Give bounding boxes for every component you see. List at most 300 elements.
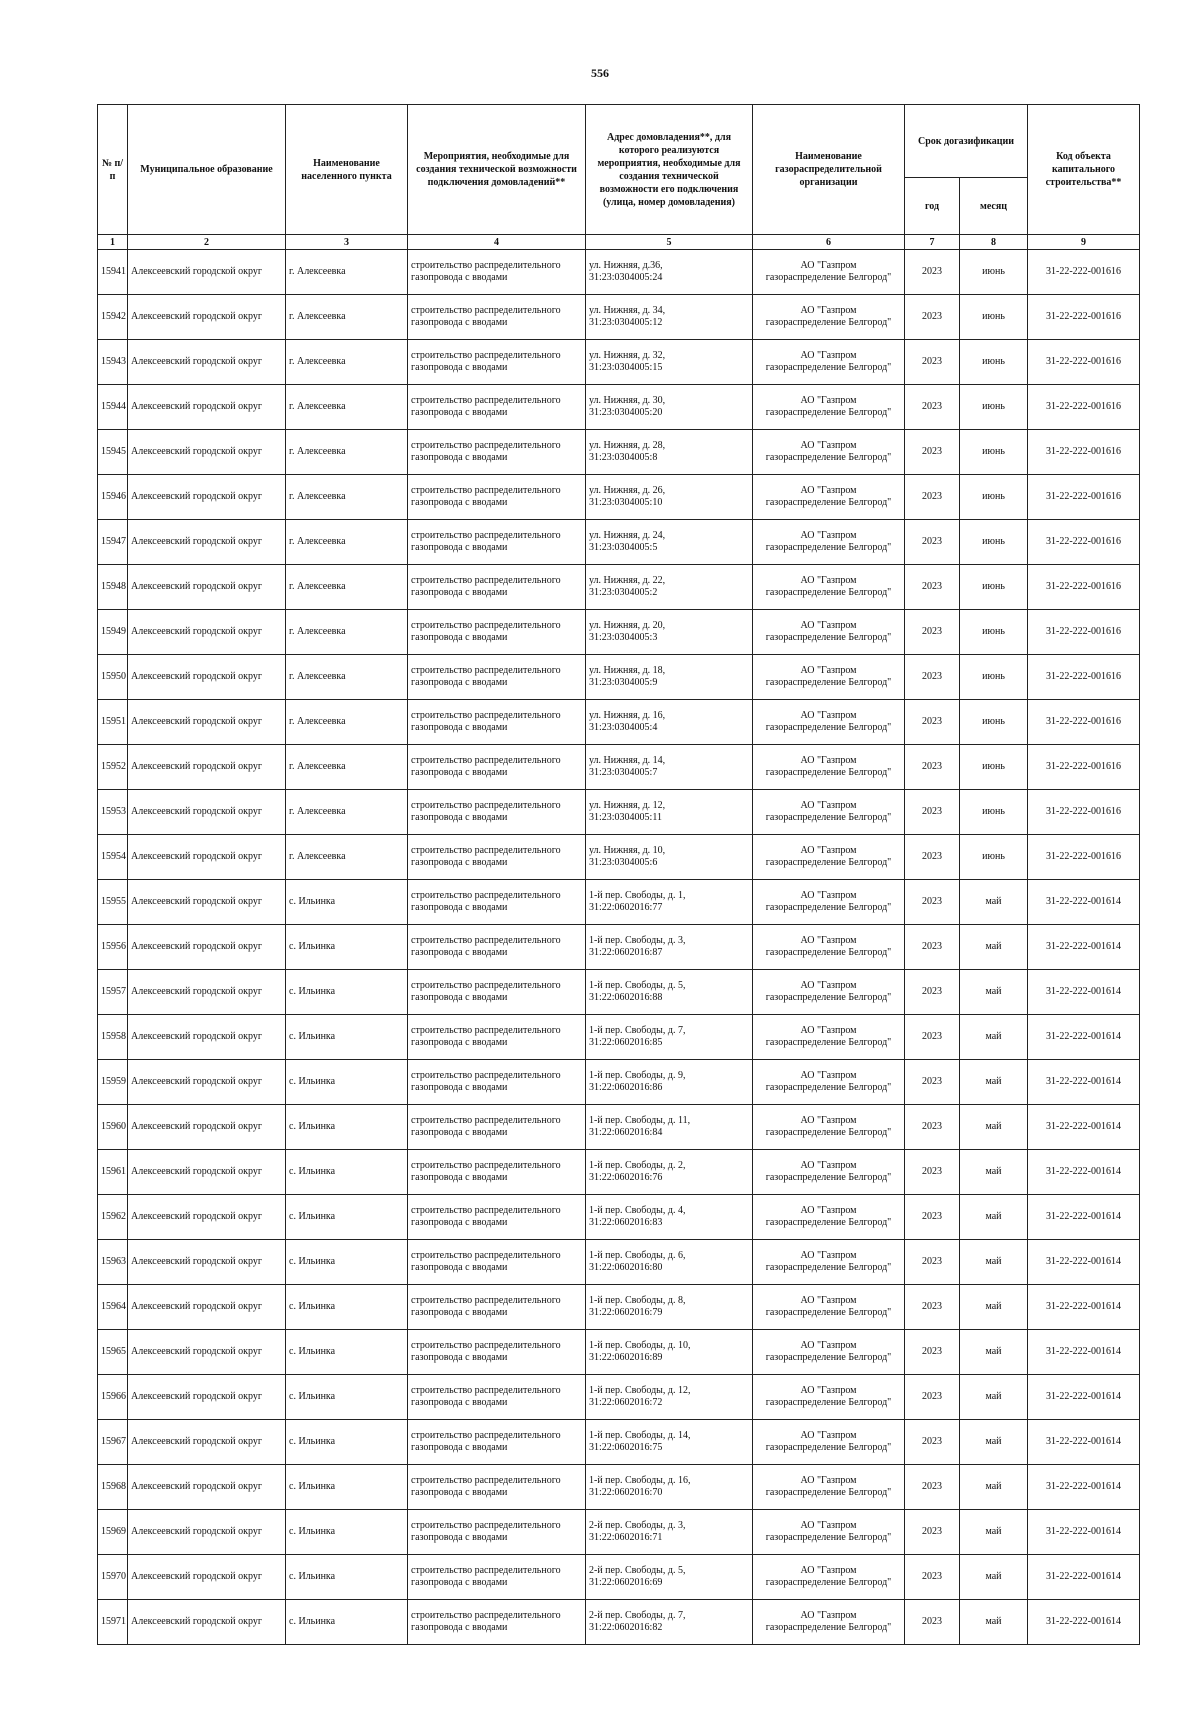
address-cell: [586, 835, 753, 880]
org-cell-line-1: АО "Газпром: [800, 1340, 857, 1351]
table-row: [98, 1330, 1140, 1375]
activity-cell: строительство распределительного газопровода с вводами: [408, 1600, 586, 1645]
org-cell: [753, 880, 905, 925]
address-cell-line-1: ул. Нижняя, д. 32,: [589, 350, 666, 361]
address-cell-line-2: 31:23:0304005:4: [589, 722, 658, 733]
column-number: 5: [586, 235, 753, 250]
activity-cell: строительство распределительного газопровода с вводами: [408, 430, 586, 475]
address-cell-line-2: 31:23:0304005:11: [589, 812, 662, 823]
column-number: 4: [408, 235, 586, 250]
address-cell: [586, 1285, 753, 1330]
activity-cell: строительство распределительного газопровода с вводами: [408, 1105, 586, 1150]
address-cell-line-1: ул. Нижняя, д. 16,: [589, 710, 666, 721]
month-cell: июнь: [960, 745, 1028, 790]
year-cell: 2023: [905, 1105, 960, 1150]
locality-cell: г. Алексеевка: [286, 655, 408, 700]
row-number: 15960: [98, 1105, 128, 1150]
address-cell-line-2: 31:22:0602016:69: [589, 1577, 663, 1588]
address-cell-line-1: 1-й пер. Свободы, д. 8,: [589, 1295, 686, 1306]
address-cell-line-1: 2-й пер. Свободы, д. 3,: [589, 1520, 686, 1531]
address-cell-line-1: 1-й пер. Свободы, д. 5,: [589, 980, 686, 991]
address-cell-line-2: 31:22:0602016:80: [589, 1262, 663, 1273]
row-number: 15965: [98, 1330, 128, 1375]
locality-cell: с. Ильинка: [286, 1510, 408, 1555]
column-number: 1: [98, 235, 128, 250]
row-number: 15968: [98, 1465, 128, 1510]
row-number: 15952: [98, 745, 128, 790]
org-cell-line-2: газораспределение Белгород": [765, 992, 892, 1003]
table-row: [98, 1105, 1140, 1150]
org-cell-line-2: газораспределение Белгород": [765, 677, 892, 688]
table-row: [98, 1015, 1140, 1060]
table-row: [98, 1375, 1140, 1420]
org-cell-line-2: газораспределение Белгород": [765, 632, 892, 643]
org-cell: [753, 430, 905, 475]
org-cell: [753, 1105, 905, 1150]
org-cell: [753, 1150, 905, 1195]
org-cell-line-1: АО "Газпром: [800, 350, 857, 361]
municipality-cell: Алексеевский городской округ: [128, 565, 286, 610]
org-cell: [753, 1420, 905, 1465]
table-row: [98, 1465, 1140, 1510]
org-cell-line-2: газораспределение Белгород": [765, 1622, 892, 1633]
address-cell: [586, 475, 753, 520]
activity-cell: строительство распределительного газопровода с вводами: [408, 1555, 586, 1600]
month-cell: май: [960, 925, 1028, 970]
address-cell: [586, 655, 753, 700]
org-cell-line-1: АО "Газпром: [800, 1475, 857, 1486]
header-municipality: Муниципальное образование: [128, 105, 286, 235]
month-cell: май: [960, 1285, 1028, 1330]
year-cell: 2023: [905, 970, 960, 1015]
activity-cell: строительство распределительного газопровода с вводами: [408, 1330, 586, 1375]
address-cell: [586, 295, 753, 340]
column-number: 7: [905, 235, 960, 250]
table-row: [98, 745, 1140, 790]
org-cell-line-2: газораспределение Белгород": [765, 857, 892, 868]
org-cell-line-1: АО "Газпром: [800, 665, 857, 676]
table-row: [98, 340, 1140, 385]
address-cell: [586, 1555, 753, 1600]
code-cell: 31-22-222-001616: [1028, 565, 1140, 610]
address-cell: [586, 745, 753, 790]
month-cell: май: [960, 1015, 1028, 1060]
month-cell: май: [960, 880, 1028, 925]
row-number: 15948: [98, 565, 128, 610]
org-cell: [753, 385, 905, 430]
address-cell-line-2: 31:22:0602016:71: [589, 1532, 663, 1543]
address-cell: [586, 880, 753, 925]
address-cell-line-1: 1-й пер. Свободы, д. 11,: [589, 1115, 691, 1126]
activity-cell: строительство распределительного газопровода с вводами: [408, 340, 586, 385]
municipality-cell: Алексеевский городской округ: [128, 430, 286, 475]
org-cell-line-1: АО "Газпром: [800, 755, 857, 766]
year-cell: 2023: [905, 745, 960, 790]
org-cell: [753, 295, 905, 340]
table-row: [98, 295, 1140, 340]
table-row: [98, 250, 1140, 295]
row-number: 15961: [98, 1150, 128, 1195]
code-cell: 31-22-222-001616: [1028, 655, 1140, 700]
year-cell: 2023: [905, 1240, 960, 1285]
code-cell: 31-22-222-001616: [1028, 790, 1140, 835]
address-cell: [586, 610, 753, 655]
month-cell: май: [960, 1375, 1028, 1420]
org-cell-line-1: АО "Газпром: [800, 620, 857, 631]
address-cell-line-1: 1-й пер. Свободы, д. 6,: [589, 1250, 686, 1261]
org-cell: [753, 565, 905, 610]
table-row: [98, 430, 1140, 475]
month-cell: июнь: [960, 520, 1028, 565]
year-cell: 2023: [905, 1420, 960, 1465]
month-cell: май: [960, 1240, 1028, 1285]
address-cell-line-1: ул. Нижняя, д. 14,: [589, 755, 666, 766]
code-cell: 31-22-222-001614: [1028, 1465, 1140, 1510]
org-cell-line-1: АО "Газпром: [800, 260, 857, 271]
locality-cell: с. Ильинка: [286, 1465, 408, 1510]
month-cell: май: [960, 1555, 1028, 1600]
code-cell: 31-22-222-001614: [1028, 880, 1140, 925]
year-cell: 2023: [905, 655, 960, 700]
address-cell: [586, 1330, 753, 1375]
org-cell: [753, 610, 905, 655]
header-code: Код объекта капитального строительства**: [1028, 105, 1140, 235]
org-cell-line-2: газораспределение Белгород": [765, 1352, 892, 1363]
year-cell: 2023: [905, 565, 960, 610]
org-cell-line-2: газораспределение Белгород": [765, 1262, 892, 1273]
locality-cell: с. Ильинка: [286, 1150, 408, 1195]
table-row: [98, 565, 1140, 610]
header-locality: Наименование населенного пункта: [286, 105, 408, 235]
row-number: 15958: [98, 1015, 128, 1060]
header-term: Срок догазификации: [905, 105, 1028, 178]
address-cell-line-2: 31:23:0304005:6: [589, 857, 658, 868]
code-cell: 31-22-222-001614: [1028, 925, 1140, 970]
table-row: [98, 1555, 1140, 1600]
org-cell-line-2: газораспределение Белгород": [765, 947, 892, 958]
address-cell-line-2: 31:22:0602016:87: [589, 947, 663, 958]
code-cell: 31-22-222-001614: [1028, 1330, 1140, 1375]
address-cell: [586, 1105, 753, 1150]
locality-cell: с. Ильинка: [286, 1105, 408, 1150]
month-cell: июнь: [960, 610, 1028, 655]
code-cell: 31-22-222-001614: [1028, 1015, 1140, 1060]
row-number: 15942: [98, 295, 128, 340]
org-cell-line-1: АО "Газпром: [800, 1565, 857, 1576]
org-cell-line-2: газораспределение Белгород": [765, 407, 892, 418]
code-cell: 31-22-222-001614: [1028, 1060, 1140, 1105]
org-cell-line-2: газораспределение Белгород": [765, 722, 892, 733]
org-cell: [753, 520, 905, 565]
org-cell-line-1: АО "Газпром: [800, 1115, 857, 1126]
org-cell: [753, 835, 905, 880]
org-cell-line-2: газораспределение Белгород": [765, 272, 892, 283]
address-cell-line-1: 1-й пер. Свободы, д. 4,: [589, 1205, 686, 1216]
activity-cell: строительство распределительного газопровода с вводами: [408, 970, 586, 1015]
locality-cell: с. Ильинка: [286, 1195, 408, 1240]
address-cell: [586, 1015, 753, 1060]
org-cell-line-1: АО "Газпром: [800, 980, 857, 991]
month-cell: май: [960, 1150, 1028, 1195]
header-org: Наименование газораспределительной организации: [753, 105, 905, 235]
code-cell: 31-22-222-001614: [1028, 1195, 1140, 1240]
year-cell: 2023: [905, 790, 960, 835]
address-cell-line-2: 31:23:0304005:24: [589, 272, 663, 283]
locality-cell: с. Ильинка: [286, 1060, 408, 1105]
address-cell-line-1: 1-й пер. Свободы, д. 12,: [589, 1385, 691, 1396]
locality-cell: г. Алексеевка: [286, 700, 408, 745]
activity-cell: строительство распределительного газопровода с вводами: [408, 1060, 586, 1105]
month-cell: июнь: [960, 385, 1028, 430]
org-cell-line-2: газораспределение Белгород": [765, 1172, 892, 1183]
row-number: 15955: [98, 880, 128, 925]
municipality-cell: Алексеевский городской округ: [128, 1420, 286, 1465]
municipality-cell: Алексеевский городской округ: [128, 1240, 286, 1285]
header-month: месяц: [960, 178, 1028, 235]
year-cell: 2023: [905, 340, 960, 385]
org-cell-line-1: АО "Газпром: [800, 710, 857, 721]
activity-cell: строительство распределительного газопровода с вводами: [408, 880, 586, 925]
municipality-cell: Алексеевский городской округ: [128, 1465, 286, 1510]
table-row: [98, 835, 1140, 880]
row-number: 15953: [98, 790, 128, 835]
address-cell-line-2: 31:22:0602016:83: [589, 1217, 663, 1228]
org-cell-line-2: газораспределение Белгород": [765, 1487, 892, 1498]
address-cell-line-1: 1-й пер. Свободы, д. 2,: [589, 1160, 686, 1171]
org-cell: [753, 475, 905, 520]
row-number: 15964: [98, 1285, 128, 1330]
activity-cell: строительство распределительного газопровода с вводами: [408, 835, 586, 880]
locality-cell: с. Ильинка: [286, 925, 408, 970]
month-cell: июнь: [960, 565, 1028, 610]
municipality-cell: Алексеевский городской округ: [128, 835, 286, 880]
month-cell: май: [960, 1060, 1028, 1105]
table-row: [98, 655, 1140, 700]
locality-cell: с. Ильинка: [286, 1240, 408, 1285]
org-cell-line-2: газораспределение Белгород": [765, 452, 892, 463]
org-cell-line-2: газораспределение Белгород": [765, 362, 892, 373]
municipality-cell: Алексеевский городской округ: [128, 475, 286, 520]
code-cell: 31-22-222-001614: [1028, 1240, 1140, 1285]
locality-cell: г. Алексеевка: [286, 745, 408, 790]
activity-cell: строительство распределительного газопровода с вводами: [408, 790, 586, 835]
org-cell: [753, 925, 905, 970]
year-cell: 2023: [905, 700, 960, 745]
code-cell: 31-22-222-001616: [1028, 385, 1140, 430]
org-cell-line-2: газораспределение Белгород": [765, 587, 892, 598]
month-cell: май: [960, 1465, 1028, 1510]
month-cell: май: [960, 1105, 1028, 1150]
locality-cell: с. Ильинка: [286, 1015, 408, 1060]
locality-cell: с. Ильинка: [286, 1555, 408, 1600]
year-cell: 2023: [905, 835, 960, 880]
municipality-cell: Алексеевский городской округ: [128, 1375, 286, 1420]
municipality-cell: Алексеевский городской округ: [128, 655, 286, 700]
row-number: 15967: [98, 1420, 128, 1465]
table-row: [98, 385, 1140, 430]
activity-cell: строительство распределительного газопровода с вводами: [408, 385, 586, 430]
address-cell-line-1: ул. Нижняя, д.36,: [589, 260, 663, 271]
org-cell: [753, 1285, 905, 1330]
year-cell: 2023: [905, 1555, 960, 1600]
address-cell-line-2: 31:22:0602016:82: [589, 1622, 663, 1633]
activity-cell: строительство распределительного газопровода с вводами: [408, 700, 586, 745]
org-cell-line-1: АО "Газпром: [800, 575, 857, 586]
row-number: 15971: [98, 1600, 128, 1645]
month-cell: июнь: [960, 700, 1028, 745]
address-cell-line-2: 31:23:0304005:5: [589, 542, 658, 553]
address-cell: [586, 520, 753, 565]
header-activity: Мероприятия, необходимые для создания технической возможности подключения домовладений**: [408, 105, 586, 235]
address-cell-line-1: 1-й пер. Свободы, д. 7,: [589, 1025, 686, 1036]
address-cell: [586, 430, 753, 475]
org-cell: [753, 1015, 905, 1060]
column-number: 9: [1028, 235, 1140, 250]
address-cell: [586, 340, 753, 385]
org-cell: [753, 745, 905, 790]
year-cell: 2023: [905, 1015, 960, 1060]
table-row: [98, 1195, 1140, 1240]
org-cell-line-1: АО "Газпром: [800, 1250, 857, 1261]
column-number: 2: [128, 235, 286, 250]
municipality-cell: Алексеевский городской округ: [128, 745, 286, 790]
address-cell-line-2: 31:23:0304005:20: [589, 407, 663, 418]
locality-cell: г. Алексеевка: [286, 610, 408, 655]
org-cell: [753, 1600, 905, 1645]
org-cell-line-1: АО "Газпром: [800, 845, 857, 856]
address-cell-line-1: ул. Нижняя, д. 22,: [589, 575, 666, 586]
address-cell: [586, 1600, 753, 1645]
address-cell: [586, 1510, 753, 1555]
address-cell-line-2: 31:22:0602016:70: [589, 1487, 663, 1498]
year-cell: 2023: [905, 385, 960, 430]
org-cell: [753, 1195, 905, 1240]
activity-cell: строительство распределительного газопровода с вводами: [408, 1510, 586, 1555]
municipality-cell: Алексеевский городской округ: [128, 1600, 286, 1645]
row-number: 15969: [98, 1510, 128, 1555]
locality-cell: с. Ильинка: [286, 880, 408, 925]
locality-cell: с. Ильинка: [286, 1285, 408, 1330]
org-cell-line-1: АО "Газпром: [800, 1205, 857, 1216]
row-number: 15951: [98, 700, 128, 745]
address-cell-line-2: 31:23:0304005:9: [589, 677, 658, 688]
year-cell: 2023: [905, 1600, 960, 1645]
address-cell: [586, 385, 753, 430]
table-row: [98, 925, 1140, 970]
address-cell-line-1: ул. Нижняя, д. 18,: [589, 665, 666, 676]
municipality-cell: Алексеевский городской округ: [128, 250, 286, 295]
code-cell: 31-22-222-001614: [1028, 1285, 1140, 1330]
address-cell-line-1: ул. Нижняя, д. 30,: [589, 395, 666, 406]
locality-cell: г. Алексеевка: [286, 385, 408, 430]
address-cell-line-1: 1-й пер. Свободы, д. 9,: [589, 1070, 686, 1081]
address-cell-line-2: 31:23:0304005:12: [589, 317, 663, 328]
month-cell: май: [960, 1195, 1028, 1240]
municipality-cell: Алексеевский городской округ: [128, 1285, 286, 1330]
year-cell: 2023: [905, 1285, 960, 1330]
org-cell: [753, 1465, 905, 1510]
org-cell-line-1: АО "Газпром: [800, 1160, 857, 1171]
year-cell: 2023: [905, 610, 960, 655]
org-cell-line-2: газораспределение Белгород": [765, 1217, 892, 1228]
code-cell: 31-22-222-001614: [1028, 1420, 1140, 1465]
municipality-cell: Алексеевский городской округ: [128, 520, 286, 565]
activity-cell: строительство распределительного газопровода с вводами: [408, 295, 586, 340]
org-cell-line-1: АО "Газпром: [800, 1385, 857, 1396]
address-cell-line-2: 31:22:0602016:86: [589, 1082, 663, 1093]
address-cell: [586, 1420, 753, 1465]
column-number-row: [98, 235, 1140, 250]
column-number: 6: [753, 235, 905, 250]
year-cell: 2023: [905, 295, 960, 340]
municipality-cell: Алексеевский городской округ: [128, 340, 286, 385]
row-number: 15941: [98, 250, 128, 295]
month-cell: июнь: [960, 430, 1028, 475]
org-cell: [753, 1375, 905, 1420]
table-row: [98, 1240, 1140, 1285]
municipality-cell: Алексеевский городской округ: [128, 1195, 286, 1240]
org-cell: [753, 970, 905, 1015]
org-cell-line-2: газораспределение Белгород": [765, 542, 892, 553]
locality-cell: с. Ильинка: [286, 1330, 408, 1375]
year-cell: 2023: [905, 430, 960, 475]
org-cell: [753, 700, 905, 745]
municipality-cell: Алексеевский городской округ: [128, 1510, 286, 1555]
year-cell: 2023: [905, 880, 960, 925]
row-number: 15944: [98, 385, 128, 430]
row-number: 15947: [98, 520, 128, 565]
address-cell-line-2: 31:23:0304005:3: [589, 632, 658, 643]
org-cell-line-2: газораспределение Белгород": [765, 1442, 892, 1453]
table-row: [98, 1510, 1140, 1555]
org-cell-line-2: газораспределение Белгород": [765, 497, 892, 508]
code-cell: 31-22-222-001616: [1028, 295, 1140, 340]
month-cell: июнь: [960, 655, 1028, 700]
activity-cell: строительство распределительного газопровода с вводами: [408, 1375, 586, 1420]
address-cell: [586, 700, 753, 745]
activity-cell: строительство распределительного газопровода с вводами: [408, 1015, 586, 1060]
table-row: [98, 970, 1140, 1015]
org-cell-line-1: АО "Газпром: [800, 440, 857, 451]
table-row: [98, 700, 1140, 745]
org-cell-line-1: АО "Газпром: [800, 530, 857, 541]
address-cell-line-2: 31:22:0602016:79: [589, 1307, 663, 1318]
address-cell-line-2: 31:22:0602016:85: [589, 1037, 663, 1048]
row-number: 15954: [98, 835, 128, 880]
code-cell: 31-22-222-001614: [1028, 1555, 1140, 1600]
org-cell-line-1: АО "Газпром: [800, 935, 857, 946]
address-cell: [586, 1240, 753, 1285]
org-cell-line-2: газораспределение Белгород": [765, 1127, 892, 1138]
org-cell-line-2: газораспределение Белгород": [765, 1577, 892, 1588]
activity-cell: строительство распределительного газопровода с вводами: [408, 250, 586, 295]
activity-cell: строительство распределительного газопровода с вводами: [408, 745, 586, 790]
month-cell: май: [960, 1330, 1028, 1375]
address-cell-line-1: 1-й пер. Свободы, д. 10,: [589, 1340, 691, 1351]
month-cell: май: [960, 1600, 1028, 1645]
org-cell-line-1: АО "Газпром: [800, 1430, 857, 1441]
table-row: [98, 1060, 1140, 1105]
org-cell-line-1: АО "Газпром: [800, 800, 857, 811]
address-cell-line-1: ул. Нижняя, д. 12,: [589, 800, 666, 811]
address-cell-line-2: 31:23:0304005:2: [589, 587, 658, 598]
year-cell: 2023: [905, 1465, 960, 1510]
activity-cell: строительство распределительного газопровода с вводами: [408, 475, 586, 520]
row-number: 15962: [98, 1195, 128, 1240]
year-cell: 2023: [905, 1510, 960, 1555]
address-cell-line-1: ул. Нижняя, д. 28,: [589, 440, 666, 451]
row-number: 15966: [98, 1375, 128, 1420]
